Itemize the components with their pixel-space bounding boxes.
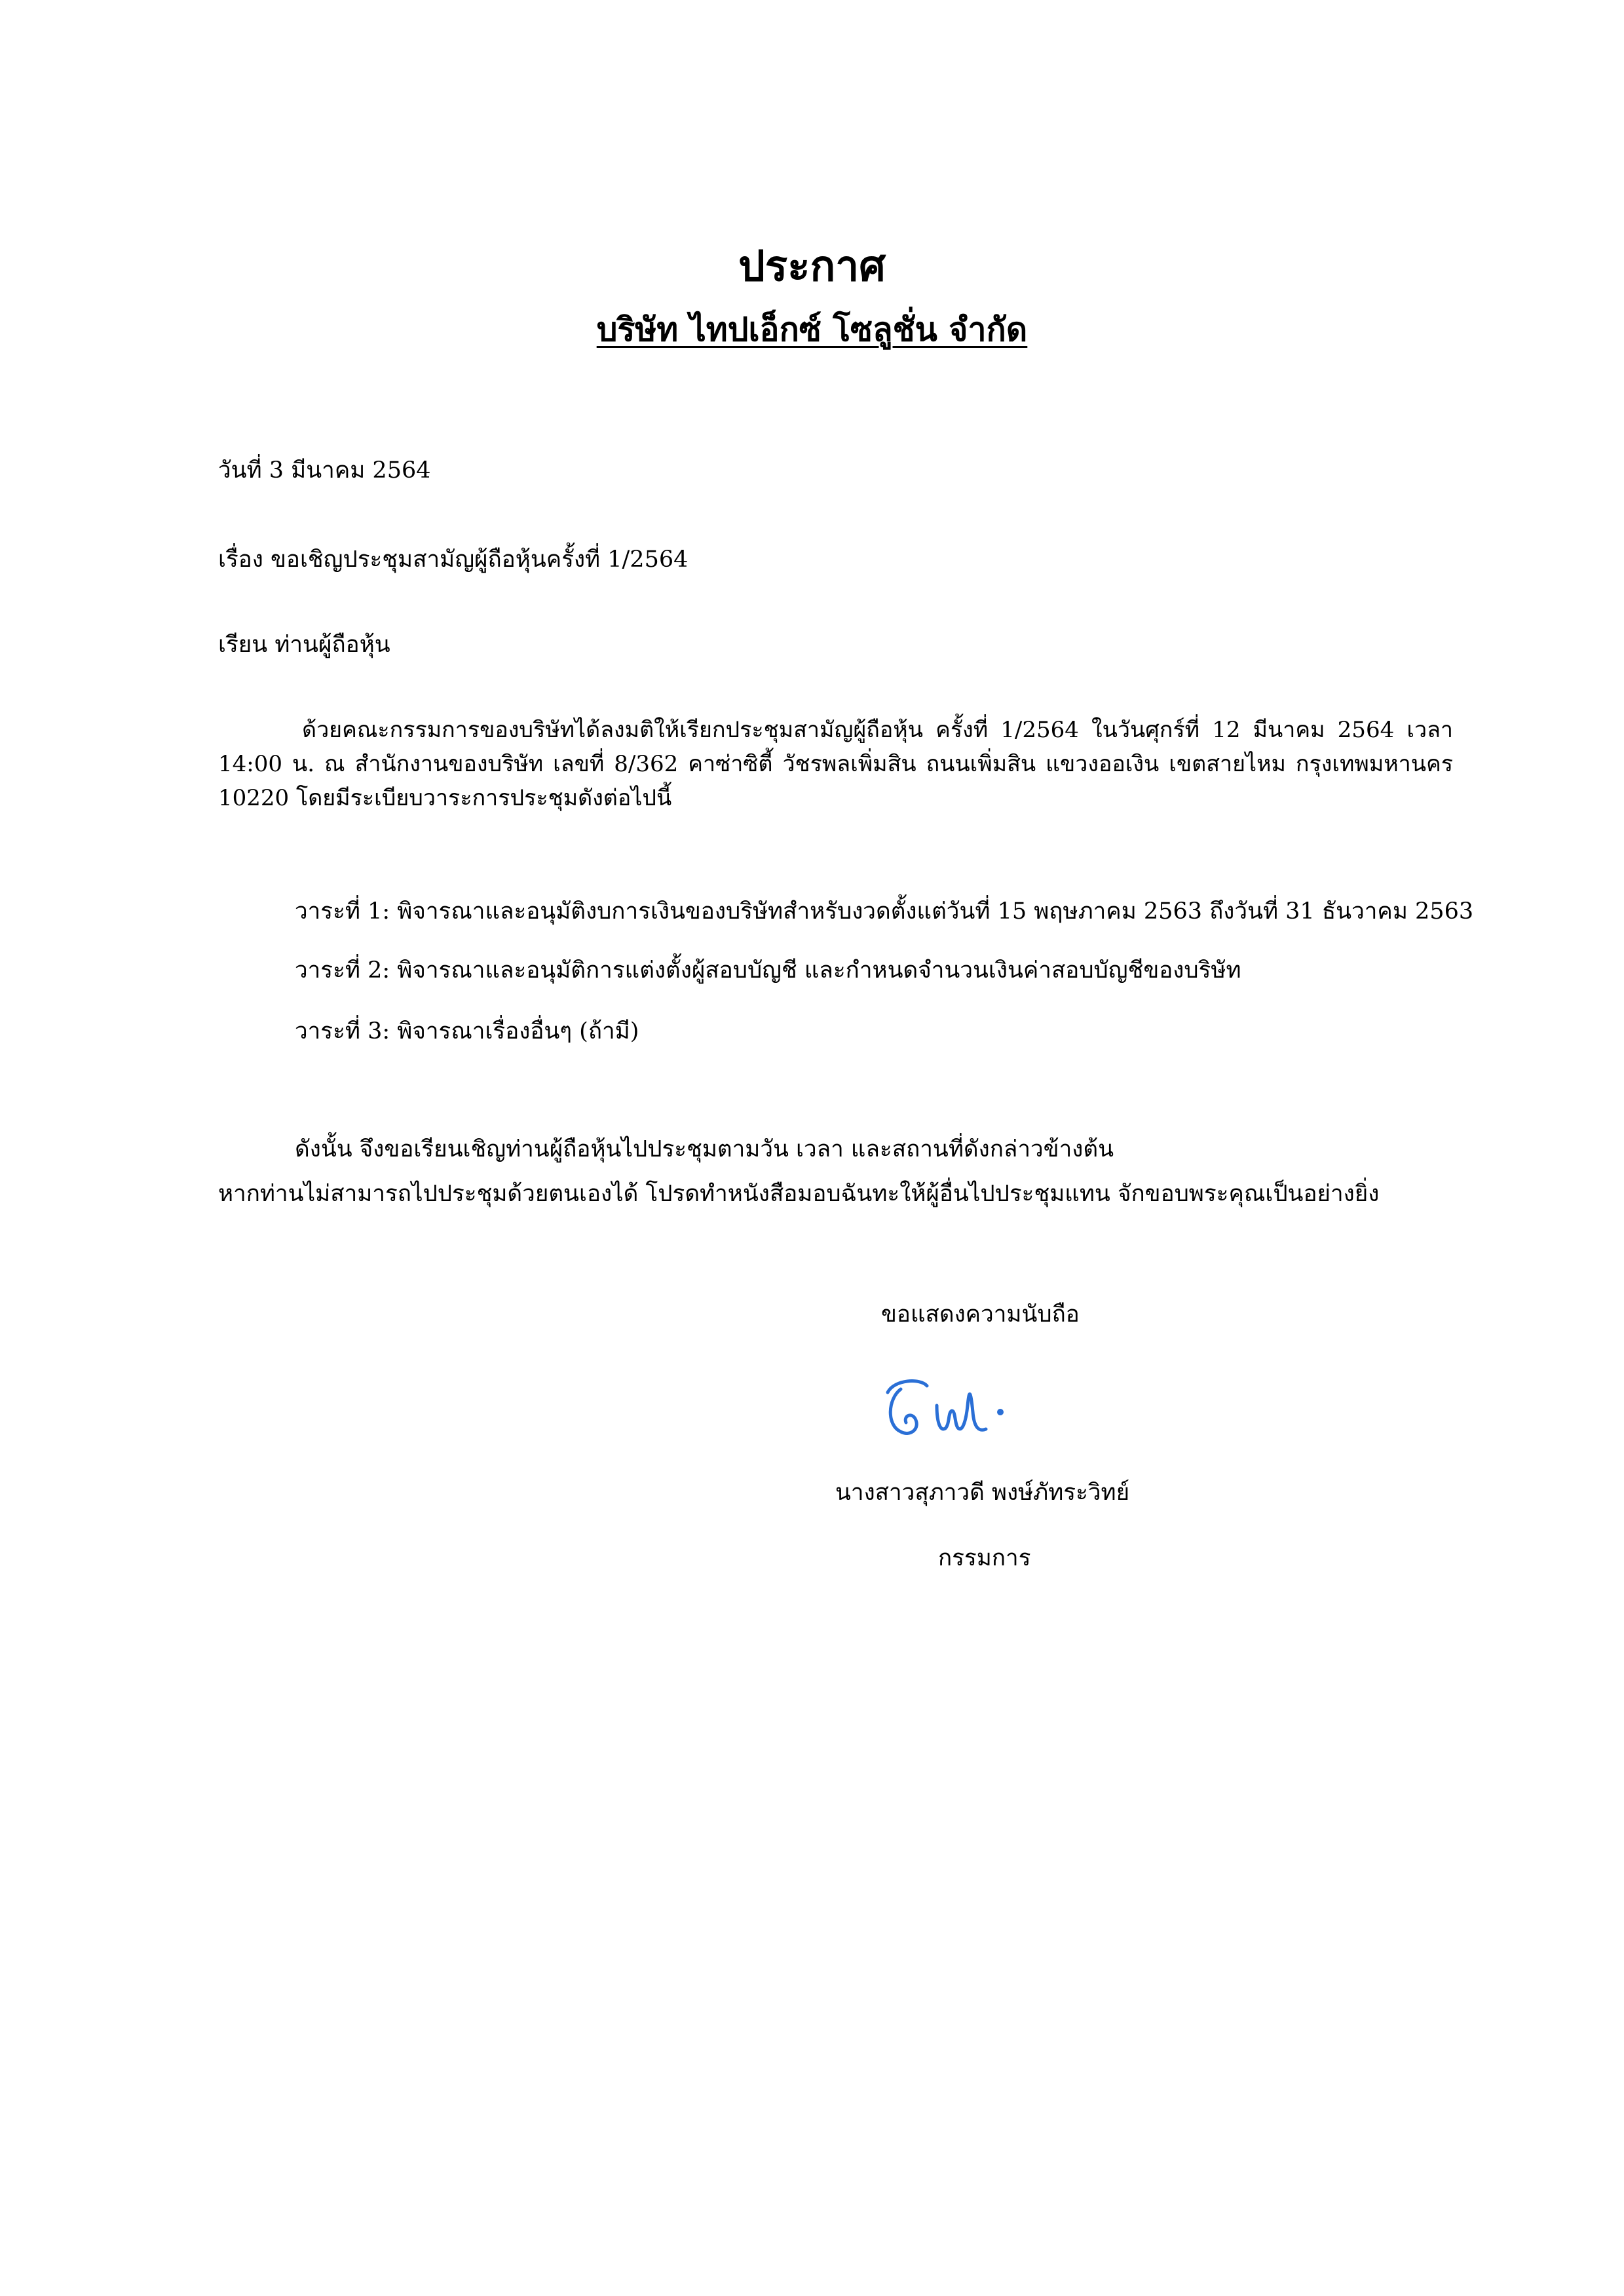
letter-body-paragraph: ด้วยคณะกรรมการของบริษัทได้ลงมติให้เรียกประชุมสามัญผู้ถือหุ้น ครั้งที่ 1/2564 ในวันศุกร์ที่ 12 มีนาคม 2564 เวลา 14:00 น. ณ สำนักงานของบริษัท เลขที่ 8/362 คาซ่าซิตี้ วัชรพลเพิ่มสิน ถนนเพิ่มสิน แขวงออเงิน เขตสายไหม กรุงเทพมหานคร 10220 โดยมีระเบียบวาระการประชุมดังต่อไปนี้: [218, 717, 1453, 811]
signer-position: กรรมการ: [938, 1545, 1031, 1571]
agenda-item-1: วาระที่ 1: พิจารณาและอนุมัติงบการเงินของบริษัทสำหรับงวดตั้งแต่วันที่ 15 พฤษภาคม 2563 ถึงวันที่ 31 ธันวาคม 2563: [295, 898, 1474, 925]
closing-line-2: หากท่านไม่สามารถไปประชุมด้วยตนเองได้ โปรดทำหนังสือมอบฉันทะให้ผู้อื่นไปประชุมแทน จักขอบพระคุณเป็นอย่างยิ่ง: [218, 1181, 1380, 1207]
letter-subject: เรื่อง ขอเชิญประชุมสามัญผู้ถือหุ้นครั้งที่ 1/2564: [218, 546, 689, 573]
handwritten-signature: [875, 1366, 1019, 1451]
letter-recipient: เรียน ท่านผู้ถือหุ้น: [218, 632, 390, 658]
regards-text: ขอแสดงความนับถือ: [881, 1301, 1080, 1328]
signer-name: นางสาวสุภาวดี พงษ์ภัทระวิทย์: [835, 1480, 1130, 1506]
agenda-item-2: วาระที่ 2: พิจารณาและอนุมัติการแต่งตั้งผู้สอบบัญชี และกำหนดจำนวนเงินค่าสอบบัญชีของบริษัท: [295, 957, 1241, 984]
company-name-text: บริษัท ไทปเอ็กซ์ โซลูชั่น จำกัด: [596, 310, 1028, 349]
company-name: [0, 307, 1624, 353]
agenda-item-3: วาระที่ 3: พิจารณาเรื่องอื่นๆ (ถ้ามี): [295, 1018, 639, 1044]
signature-strokes: [888, 1381, 1002, 1434]
document-title: ประกาศ: [738, 242, 886, 291]
closing-line-1: ดังนั้น จึงขอเรียนเชิญท่านผู้ถือหุ้นไปประชุมตามวัน เวลา และสถานที่ดังกล่าวข้างต้น: [295, 1136, 1114, 1162]
letter-date: วันที่ 3 มีนาคม 2564: [218, 457, 431, 484]
